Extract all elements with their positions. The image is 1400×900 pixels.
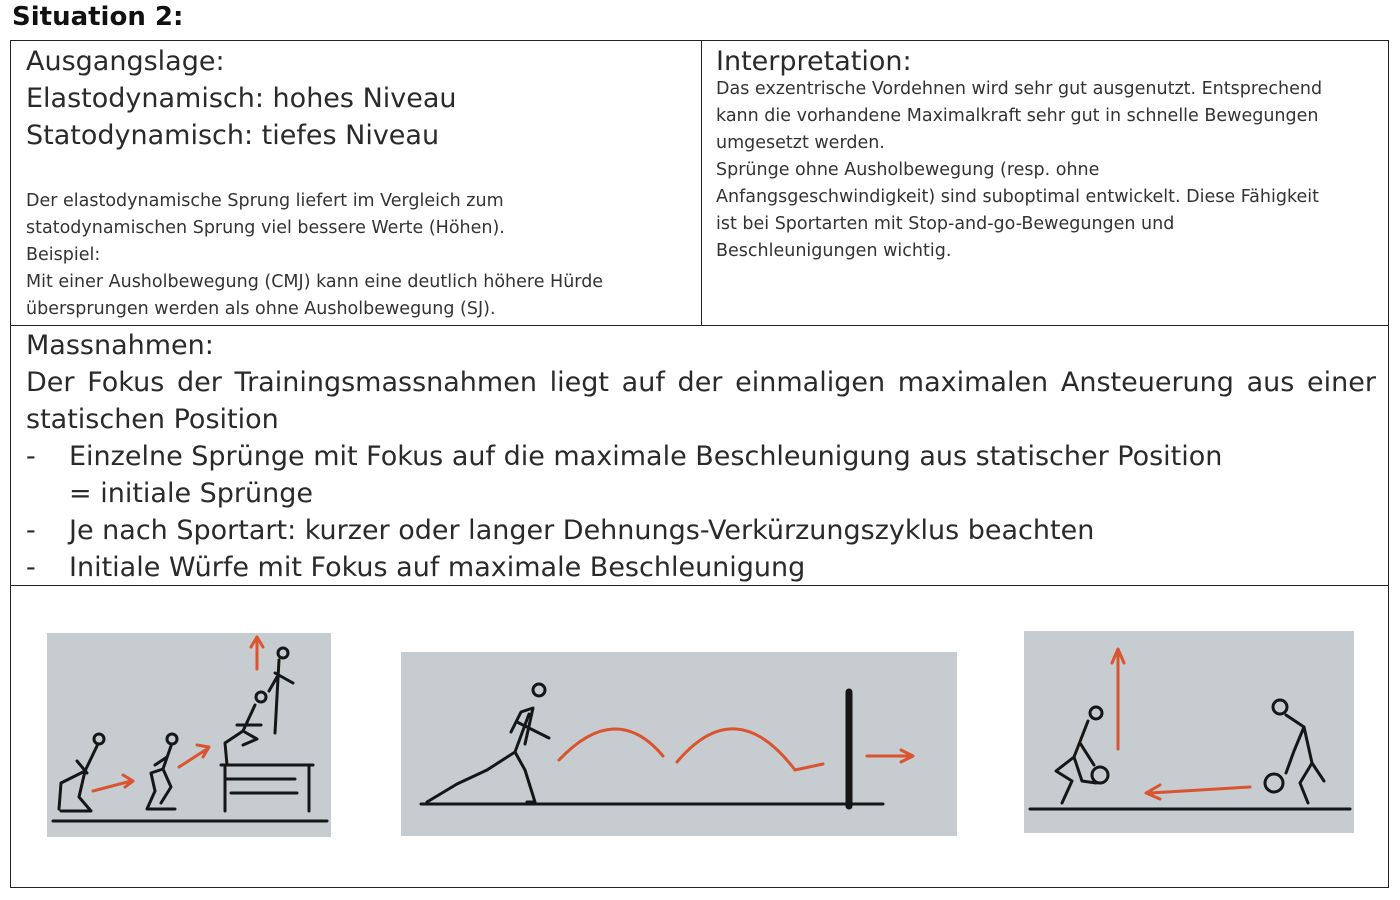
- bullet-dash: -: [26, 552, 36, 583]
- interpretation-cell: [702, 41, 1388, 325]
- ausgangslage-text-5: übersprungen werden als ohne Ausholbewegung (SJ).: [26, 299, 496, 319]
- situation-title: Situation 2:: [12, 2, 184, 32]
- interpretation-line-6: ist bei Sportarten mit Stop-and-go-Bewegungen und: [716, 214, 1175, 234]
- list-item: [26, 438, 1366, 512]
- massnahmen-cell: [11, 325, 1388, 586]
- massnahmen-focus: Der Fokus der Trainingsmassnahmen liegt auf der einmaligen maximalen Ansteuerung aus einer statischen Position: [26, 367, 1376, 435]
- interpretation-line-3: umgesetzt werden.: [716, 133, 885, 153]
- ausgangslage-text-1: Der elastodynamische Sprung liefert im Vergleich zum: [26, 191, 504, 211]
- hop-over-hurdle-sketch: [401, 652, 957, 836]
- ausgangslage-text-4: Mit einer Ausholbewegung (CMJ) kann eine deutlich höhere Hürde: [26, 272, 604, 292]
- massnahmen-heading: Massnahmen:: [26, 330, 214, 361]
- box-jump-sketch: [47, 633, 331, 837]
- interpretation-heading: Interpretation:: [716, 46, 912, 77]
- interpretation-line-5: Anfangsgeschwindigkeit) sind suboptimal entwickelt. Diese Fähigkeit: [716, 187, 1319, 207]
- ausgangslage-text-2: statodynamischen Sprung viel bessere Werte (Höhen).: [26, 218, 505, 238]
- ball-throw-sketch: [1024, 631, 1354, 833]
- elastodynamisch-level: Elastodynamisch: hohes Niveau: [26, 83, 457, 114]
- interpretation-line-2: kann die vorhandene Maximalkraft sehr gut in schnelle Bewegungen: [716, 106, 1319, 126]
- sketches-cell: [11, 586, 1388, 887]
- massnahme-2: Je nach Sportart: kurzer oder langer Dehnungs-Verkürzungszyklus beachten: [69, 515, 1095, 546]
- massnahme-1-line-1: Einzelne Sprünge mit Fokus auf die maximale Beschleunigung aus statischer Position: [69, 441, 1223, 472]
- massnahme-1-line-2: = initiale Sprünge: [69, 478, 314, 509]
- statodynamisch-level: Statodynamisch: tiefes Niveau: [26, 120, 440, 151]
- interpretation-line-1: Das exzentrische Vordehnen wird sehr gut ausgenutzt. Entsprechend: [716, 79, 1323, 99]
- bullet-dash: -: [26, 441, 36, 472]
- interpretation-line-4: Sprünge ohne Ausholbewegung (resp. ohne: [716, 160, 1100, 180]
- ausgangslage-heading: Ausgangslage:: [26, 46, 225, 77]
- situation-table: [10, 40, 1389, 888]
- ausgangslage-text-3: Beispiel:: [26, 245, 101, 265]
- massnahme-3: Initiale Würfe mit Fokus auf maximale Beschleunigung: [69, 552, 806, 583]
- massnahmen-list: [26, 438, 1366, 586]
- ausgangslage-cell: [11, 41, 702, 325]
- interpretation-line-7: Beschleunigungen wichtig.: [716, 241, 952, 261]
- list-item: [26, 512, 1366, 549]
- bullet-dash: -: [26, 515, 36, 546]
- list-item: [26, 549, 1366, 586]
